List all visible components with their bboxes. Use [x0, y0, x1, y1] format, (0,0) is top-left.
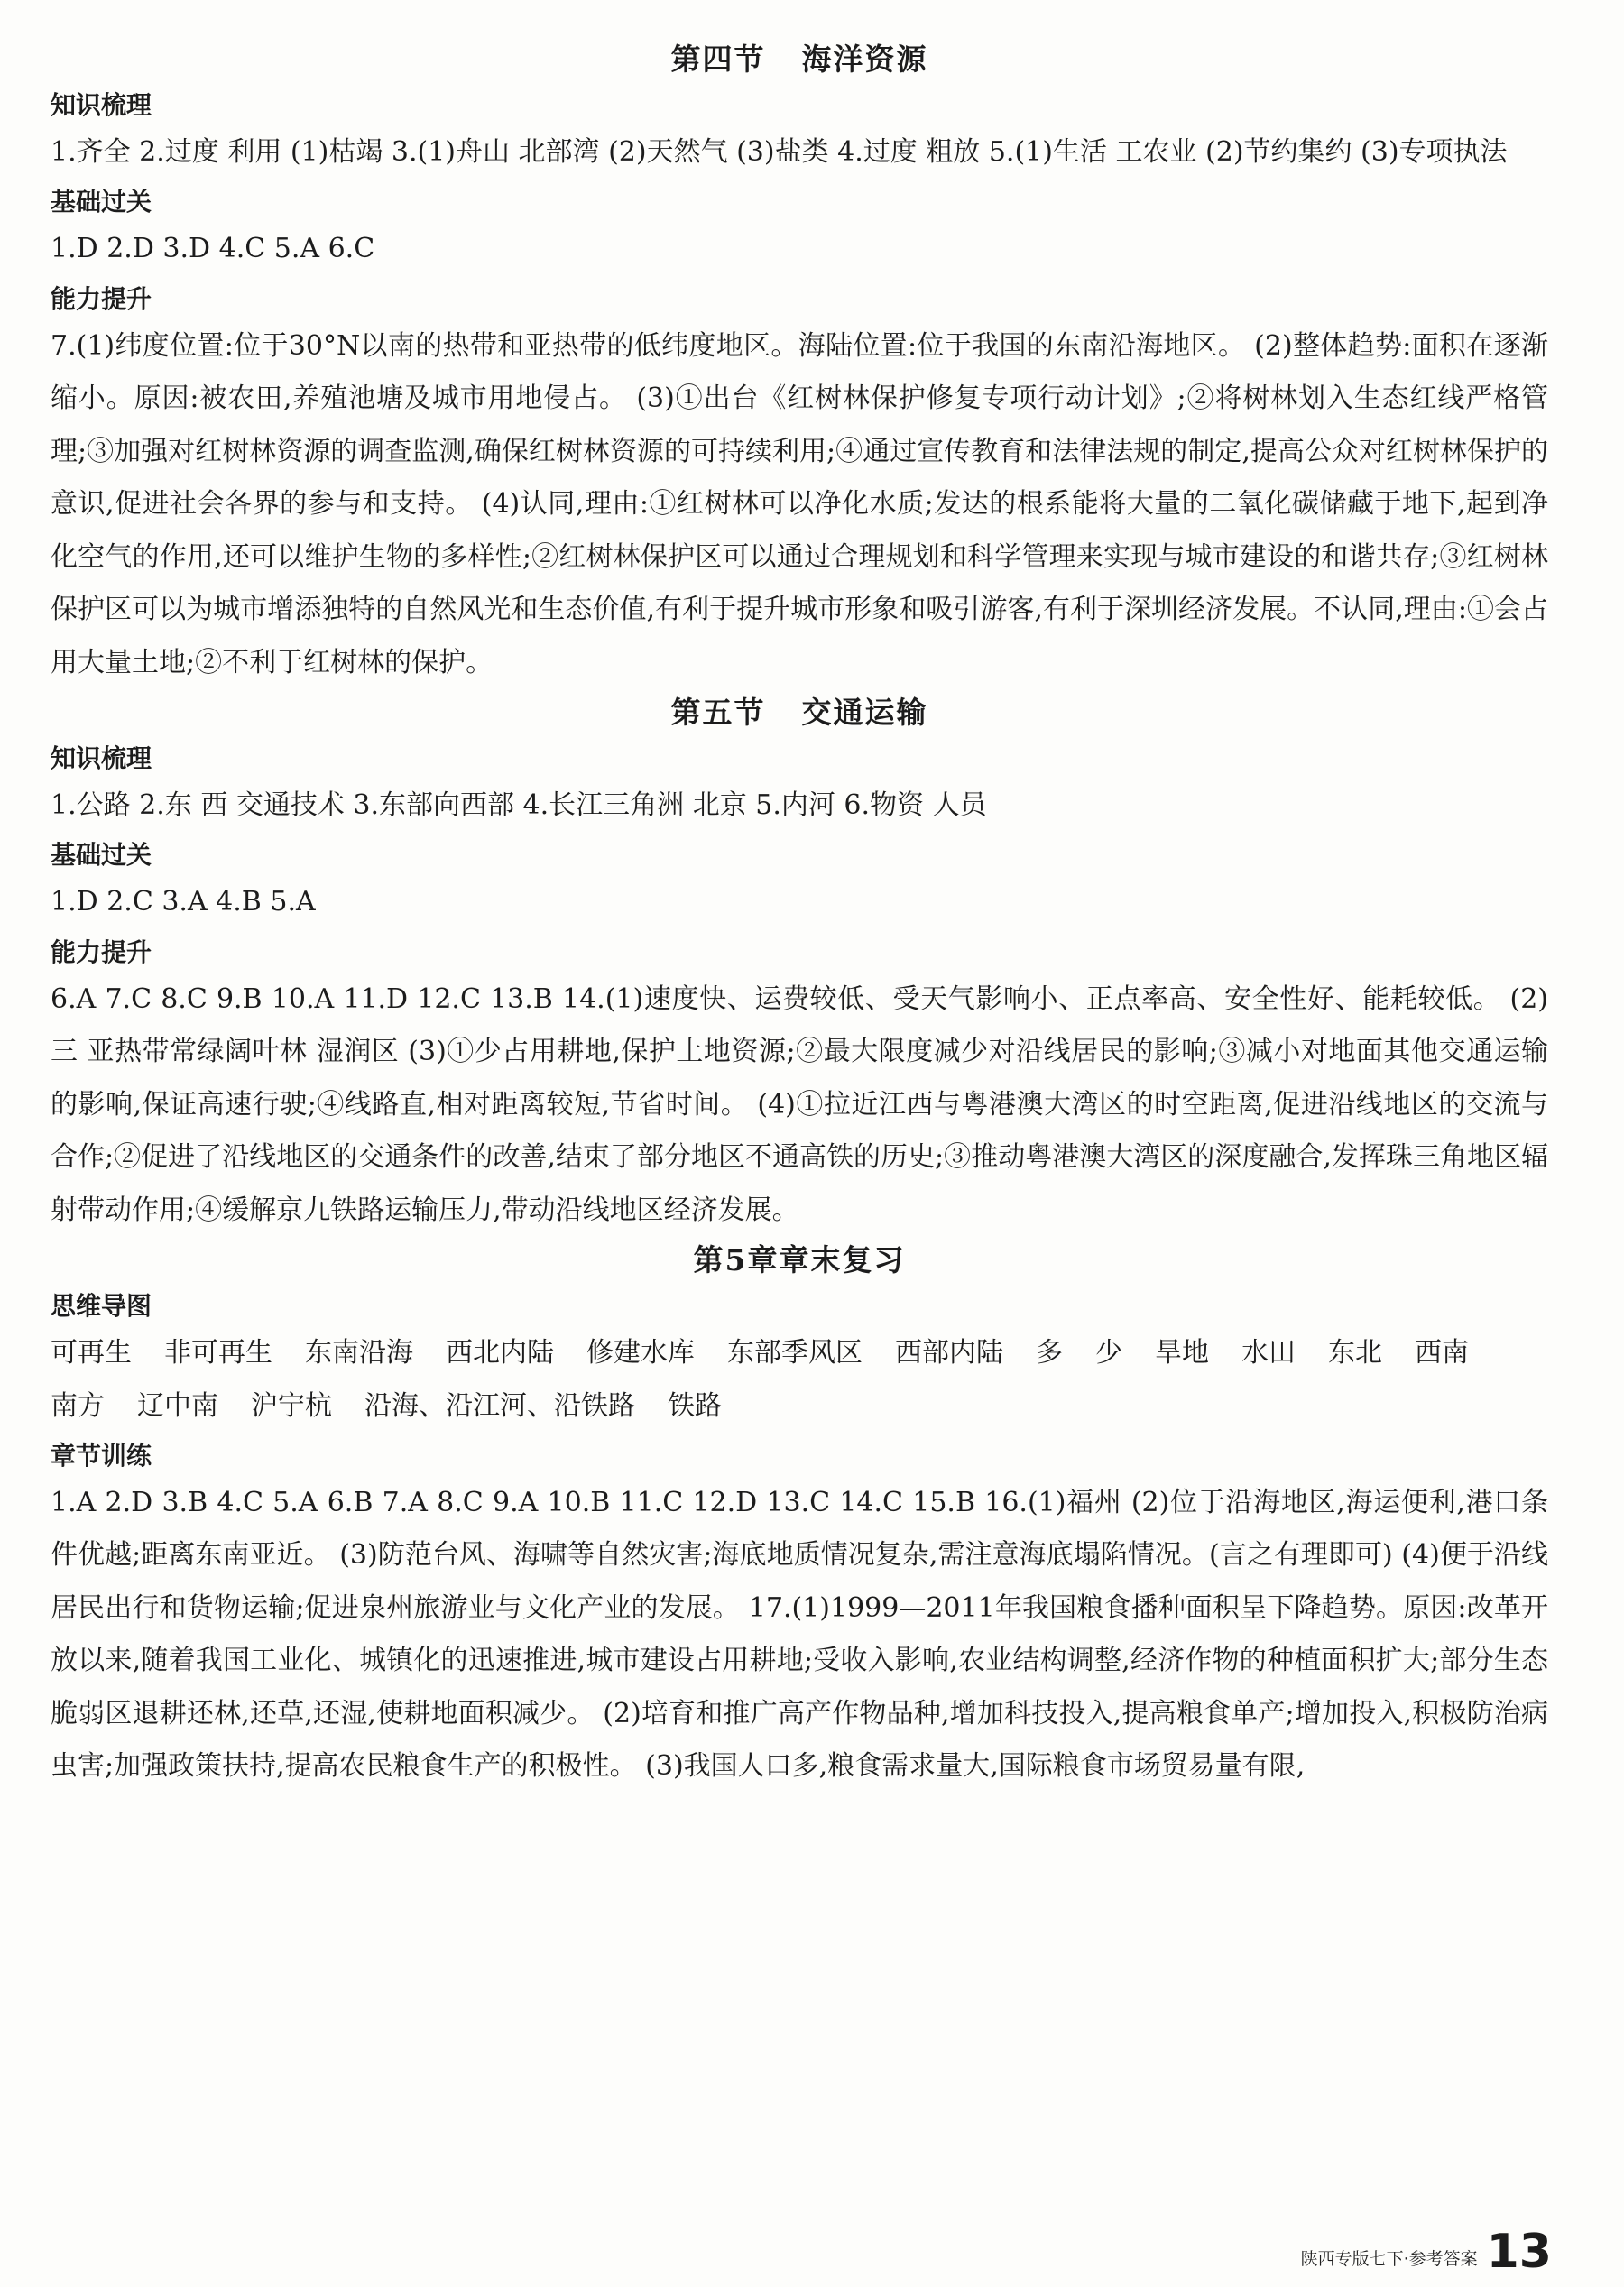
basic-heading: 基础过关 [51, 187, 152, 217]
mindmap-item: 可再生 [51, 1337, 132, 1369]
mindmap-answers [51, 1327, 1548, 1433]
mindmap-item: 沿海、沿江河、沿铁路 [364, 1389, 635, 1422]
mindmap-item: 西北内陆 [446, 1337, 554, 1369]
ability-heading: 能力提升 [51, 936, 152, 967]
basic-answers: 1.D 2.C 3.A 4.B 5.A [51, 886, 316, 918]
footer-label: 陕西专版七下·参考答案 [1300, 2249, 1478, 2269]
training-answers: 1.A 2.D 3.B 4.C 5.A 6.B 7.A 8.C 9.A 10.B 11.C 12.D 13.C 14.C 15.B 16.(1)福州 (2)位于沿海地区,海运便利,港口条件优越;距离东南亚近。 (3)防范台风、海啸等自然灾害;海底地质情况复杂,需注意海底塌陷情况。(言之有理即可) (4)便于沿线居民出行和货物运输;促进泉州旅游业与文化产业的发展。 17.(1)1999—2011年我国粮食播种面积呈下降趋势。原因:改革开放以来,随着我国工业化、城镇化的迅速推进,城市建设占用耕地;受收入影响,农业结构调整,经济作物的种植面积扩大;部分生态脆弱区退耕还林,还草,还湿,使耕地面积减少。 (2)培育和推广高产作物品种,增加科技投入,提高粮食单产;增加投入,积极防治病虫害;加强政策扶持,提高农民粮食生产的积极性。 (3)我国人口多,粮食需求量大,国际粮食市场贸易量有限, [51, 1486, 1548, 1783]
mindmap-item: 铁路 [668, 1389, 722, 1422]
knowledge-heading: 知识梳理 [51, 90, 152, 121]
mindmap-item: 东部季风区 [727, 1337, 863, 1369]
knowledge-heading: 知识梳理 [51, 743, 152, 774]
ability-heading: 能力提升 [51, 283, 152, 314]
mindmap-item: 沪宁杭 [251, 1389, 332, 1422]
mindmap-item: 少 [1095, 1337, 1122, 1369]
page-number: 13 [1486, 2225, 1552, 2279]
knowledge-answers: 1.公路 2.东 西 交通技术 3.东部向西部 4.长江三角洲 北京 5.内河 6.物资 人员 [51, 788, 987, 821]
mindmap-item: 多 [1036, 1337, 1063, 1369]
mindmap-item: 水田 [1241, 1337, 1296, 1369]
page-footer [1300, 2225, 1552, 2279]
basic-heading: 基础过关 [51, 840, 152, 871]
mindmap-heading: 思维导图 [51, 1291, 152, 1322]
ability-answers: 6.A 7.C 8.C 9.B 10.A 11.D 12.C 13.B 14.(1)速度快、运费较低、受天气影响小、正点率高、安全性好、能耗较低。 (2)三 亚热带常绿阔叶林 湿润区 (3)①少占用耕地,保护土地资源;②最大限度减少对沿线居民的影响;③减小对地面其他交通运输的影响,保证高速行驶;④线路直,相对距离较短,节省时间。 (4)①拉近江西与粤港澳大湾区的时空距离,促进沿线地区的交流与合作;②促进了沿线地区的交通条件的改善,结束了部分地区不通高铁的历史;③推动粤港澳大湾区的深度融合,发挥珠三角地区辐射带动作用;④缓解京九铁路运输压力,带动沿线地区经济发展。 [51, 982, 1548, 1226]
mindmap-item: 非可再生 [164, 1337, 272, 1369]
mindmap-item: 西南 [1415, 1337, 1469, 1369]
mindmap-item: 西部内陆 [895, 1337, 1003, 1369]
answer-page [51, 36, 1548, 1794]
section-title-transportation: 第五节 交通运输 [670, 695, 928, 731]
mindmap-item: 东北 [1328, 1337, 1382, 1369]
basic-answers: 1.D 2.D 3.D 4.C 5.A 6.C [51, 233, 375, 265]
mindmap-item: 东南沿海 [305, 1337, 413, 1369]
mindmap-item: 旱地 [1155, 1337, 1209, 1369]
knowledge-answers: 1.齐全 2.过度 利用 (1)枯竭 3.(1)舟山 北部湾 (2)天然气 (3)盐类 4.过度 粗放 5.(1)生活 工农业 (2)节约集约 (3)专项执法 [51, 135, 1508, 168]
section-title-chapter-review: 第5章章末复习 [693, 1242, 906, 1278]
section-title-ocean-resources: 第四节 海洋资源 [670, 41, 928, 77]
mindmap-item: 南方 [51, 1389, 105, 1422]
training-heading: 章节训练 [51, 1441, 152, 1471]
mindmap-item: 辽中南 [137, 1389, 218, 1422]
ability-answers: 7.(1)纬度位置:位于30°N以南的热带和亚热带的低纬度地区。海陆位置:位于我国的东南沿海地区。 (2)整体趋势:面积在逐渐缩小。原因:被农田,养殖池塘及城市用地侵占。 (3)①出台《红树林保护修复专项行动计划》;②将树林划入生态红线严格管理;③加强对红树林资源的调查监测,确保红树林资源的可持续利用;④通过宣传教育和法律法规的制定,提高公众对红树林保护的意识,促进社会各界的参与和支持。 (4)认同,理由:①红树林可以净化水质;发达的根系能将大量的二氧化碳储藏于地下,起到净化空气的作用,还可以维护生物的多样性;②红树林保护区可以通过合理规划和科学管理来实现与城市建设的和谐共存;③红树林保护区可以为城市增添独特的自然风光和生态价值,有利于提升城市形象和吸引游客,有利于深圳经济发展。不认同,理由:①会占用大量土地;②不利于红树林的保护。 [51, 329, 1548, 678]
mindmap-item: 修建水库 [586, 1337, 695, 1369]
